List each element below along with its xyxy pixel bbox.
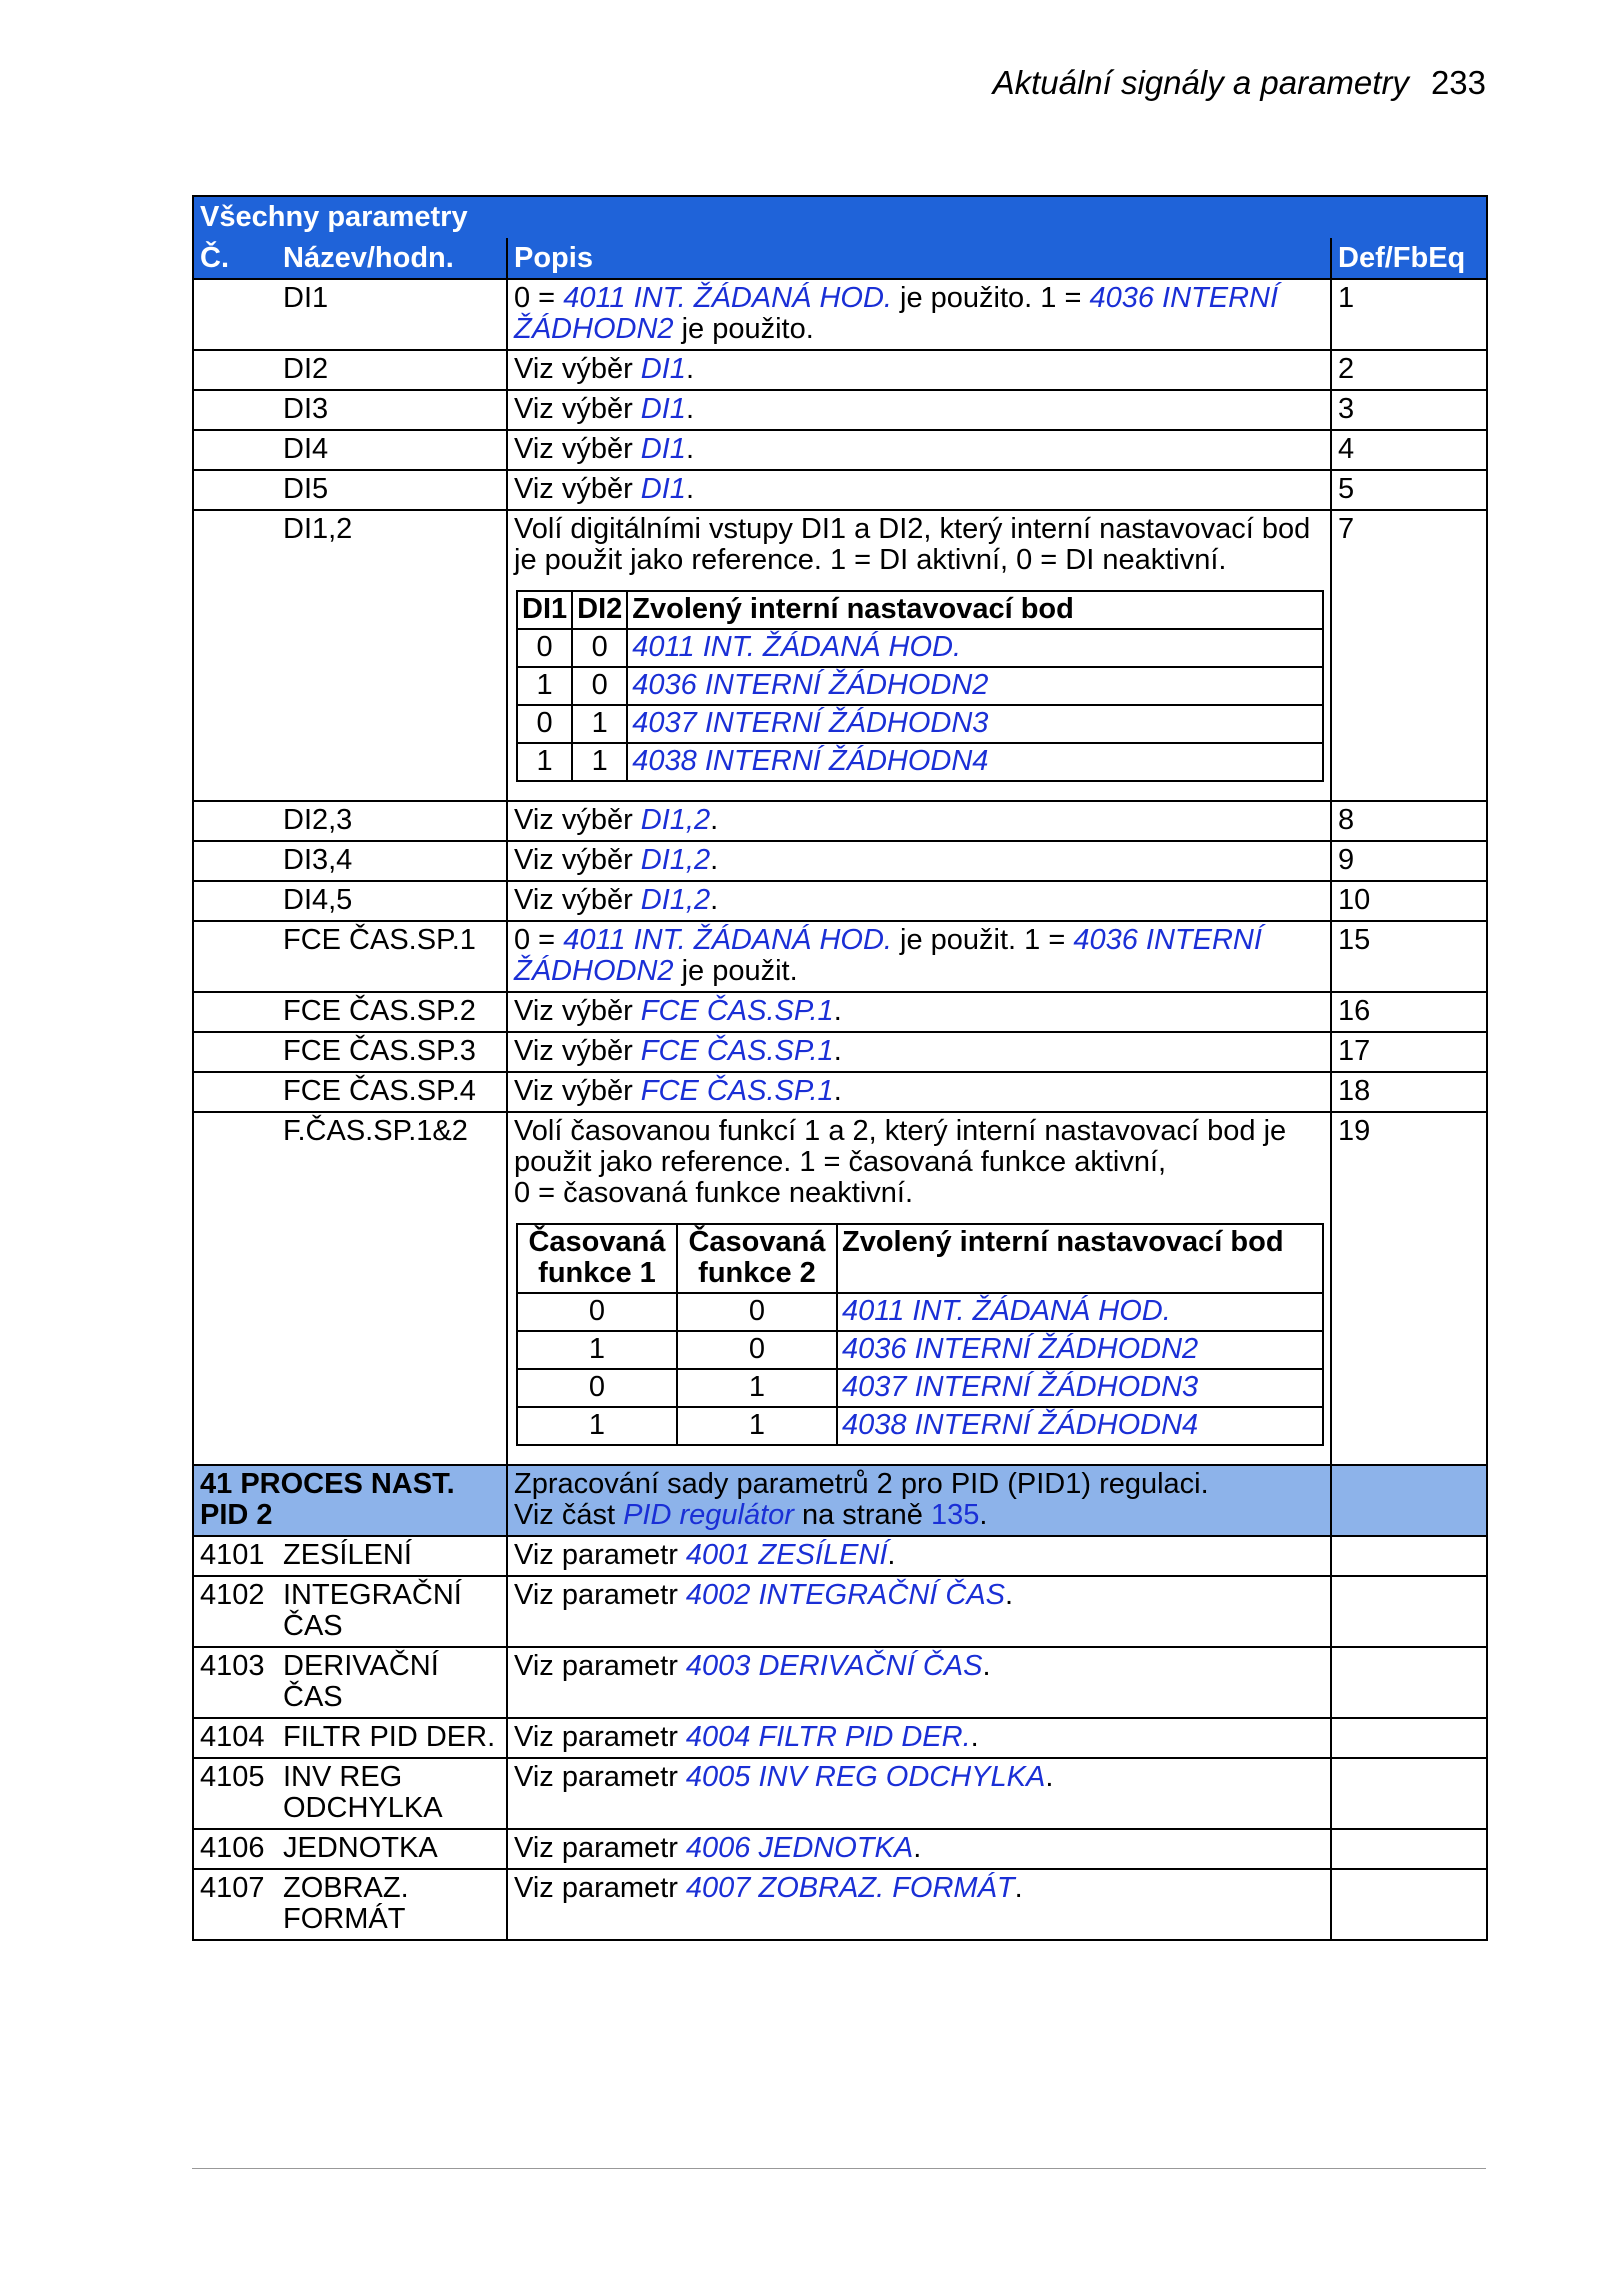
param-desc: Viz parametr 4004 FILTR PID DER.. — [507, 1718, 1331, 1758]
table-row — [193, 992, 1487, 1032]
param-link[interactable]: FCE ČAS.SP.1 — [640, 1075, 834, 1107]
param-link[interactable]: 4001 ZESÍLENÍ — [685, 1539, 888, 1571]
subtable-row: 0 1 4037 INTERNÍ ŽÁDHODN3 — [517, 1369, 1323, 1407]
table-row — [193, 350, 1487, 390]
subtable-header: DI1 — [517, 591, 572, 629]
running-header — [993, 64, 1486, 102]
param-link[interactable]: 4011 INT. ŽÁDANÁ HOD. — [563, 924, 892, 956]
row-def: 16 — [1331, 992, 1487, 1032]
row-name: DI1,2 — [277, 510, 507, 801]
param-no: 4107 — [193, 1869, 277, 1940]
row-desc: 0 = 4011 INT. ŽÁDANÁ HOD. je použit. 1 = 4036 INTERNÍ ŽÁDHODN2 je použit. — [507, 921, 1331, 992]
row-desc-text: Volí časovanou funkcí 1 a 2, který interní nastavovací bod je použit jako reference. 1 = časovaná funkce aktivní, — [514, 1115, 1287, 1178]
row-def: 17 — [1331, 1032, 1487, 1072]
footer-divider — [192, 2168, 1486, 2169]
subtable-header: Časovaná funkce 2 — [677, 1224, 837, 1293]
param-no: 4106 — [193, 1829, 277, 1869]
setpoint-subtable — [516, 590, 1324, 782]
param-name: ZOBRAZ. FORMÁT — [277, 1869, 507, 1940]
table-row — [193, 279, 1487, 350]
col-header-no: Č. — [193, 239, 277, 280]
row-name: FCE ČAS.SP.1 — [277, 921, 507, 992]
row-desc: Viz výběr FCE ČAS.SP.1. — [507, 1032, 1331, 1072]
table-row — [193, 510, 1487, 801]
param-link[interactable]: 4011 INT. ŽÁDANÁ HOD. — [563, 282, 892, 314]
param-name: FILTR PID DER. — [277, 1718, 507, 1758]
row-name: FCE ČAS.SP.3 — [277, 1032, 507, 1072]
param-name: INTEGRAČNÍ ČAS — [277, 1576, 507, 1647]
param-link[interactable]: 4037 INTERNÍ ŽÁDHODN3 — [837, 1369, 1323, 1407]
row-name: DI3,4 — [277, 841, 507, 881]
subtable-row: 0 0 4011 INT. ŽÁDANÁ HOD. — [517, 1293, 1323, 1331]
param-link[interactable]: 4004 FILTR PID DER. — [685, 1721, 971, 1753]
table-title: Všechny parametry — [193, 196, 1487, 239]
row-name: DI4,5 — [277, 881, 507, 921]
setpoint-subtable — [516, 1223, 1324, 1446]
group-header-row — [193, 1465, 1487, 1536]
param-no: 4103 — [193, 1647, 277, 1718]
table-row — [193, 1869, 1487, 1940]
subtable-row: 0 0 4011 INT. ŽÁDANÁ HOD. — [517, 629, 1323, 667]
param-name: DERIVAČNÍ ČAS — [277, 1647, 507, 1718]
group-def — [1331, 1465, 1487, 1536]
subtable-row: 1 0 4036 INTERNÍ ŽÁDHODN2 — [517, 667, 1323, 705]
table-row — [193, 1718, 1487, 1758]
row-desc: Viz výběr FCE ČAS.SP.1. — [507, 992, 1331, 1032]
row-name: DI5 — [277, 470, 507, 510]
row-def: 9 — [1331, 841, 1487, 881]
row-name: DI2 — [277, 350, 507, 390]
param-link[interactable]: 4006 JEDNOTKA — [685, 1832, 914, 1864]
param-desc: Viz parametr 4003 DERIVAČNÍ ČAS. — [507, 1647, 1331, 1718]
row-name: DI2,3 — [277, 801, 507, 841]
table-row — [193, 1576, 1487, 1647]
param-desc: Viz parametr 4007 ZOBRAZ. FORMÁT. — [507, 1869, 1331, 1940]
table-row — [193, 881, 1487, 921]
param-link[interactable]: DI1 — [640, 353, 686, 385]
subtable-row: 1 0 4036 INTERNÍ ŽÁDHODN2 — [517, 1331, 1323, 1369]
row-def: 15 — [1331, 921, 1487, 992]
param-link[interactable]: DI1,2 — [640, 804, 711, 836]
param-desc: Viz parametr 4005 INV REG ODCHYLKA. — [507, 1758, 1331, 1829]
param-desc: Viz parametr 4006 JEDNOTKA. — [507, 1829, 1331, 1869]
table-row — [193, 1112, 1487, 1465]
page-number: 233 — [1430, 64, 1486, 101]
param-link[interactable]: 4005 INV REG ODCHYLKA — [685, 1761, 1046, 1793]
col-header-def: Def/FbEq — [1331, 239, 1487, 280]
subtable-header: Zvolený interní nastavovací bod — [837, 1224, 1323, 1293]
row-def: 2 — [1331, 350, 1487, 390]
row-def: 19 — [1331, 1112, 1487, 1465]
table-row — [193, 1758, 1487, 1829]
table-row — [193, 1647, 1487, 1718]
table-row — [193, 1072, 1487, 1112]
row-desc: Viz výběr DI1,2. — [507, 841, 1331, 881]
row-def: 5 — [1331, 470, 1487, 510]
subtable-header: Zvolený interní nastavovací bod — [627, 591, 1323, 629]
param-link[interactable]: 4036 INTERNÍ ŽÁDHODN2 — [514, 924, 1262, 987]
table-row — [193, 801, 1487, 841]
param-no: 4101 — [193, 1536, 277, 1576]
group-title: 41 PROCES NAST. PID 2 — [193, 1465, 507, 1536]
table-row — [193, 841, 1487, 881]
param-link[interactable]: 4007 ZOBRAZ. FORMÁT — [685, 1872, 1015, 1904]
param-link[interactable]: 4036 INTERNÍ ŽÁDHODN2 — [514, 282, 1279, 345]
param-link[interactable]: DI1 — [640, 433, 686, 465]
table-row — [193, 921, 1487, 992]
subtable-header: DI2 — [572, 591, 627, 629]
subtable-header: Časovaná funkce 1 — [517, 1224, 677, 1293]
page-link[interactable]: 135 — [930, 1499, 980, 1531]
param-link[interactable]: DI1,2 — [640, 884, 711, 916]
row-def: 7 — [1331, 510, 1487, 801]
row-name: F.ČAS.SP.1&2 — [277, 1112, 507, 1465]
param-link[interactable]: 4036 INTERNÍ ŽÁDHODN2 — [627, 667, 1323, 705]
row-desc: Viz výběr FCE ČAS.SP.1. — [507, 1072, 1331, 1112]
parameters-table — [192, 195, 1488, 1941]
col-header-desc: Popis — [507, 239, 1331, 280]
param-link[interactable]: 4011 INT. ŽÁDANÁ HOD. — [837, 1293, 1323, 1331]
table-header-row — [193, 239, 1487, 280]
param-link[interactable]: 4003 DERIVAČNÍ ČAS — [685, 1650, 983, 1682]
row-name: FCE ČAS.SP.4 — [277, 1072, 507, 1112]
row-def: 3 — [1331, 390, 1487, 430]
row-def: 4 — [1331, 430, 1487, 470]
table-row — [193, 1032, 1487, 1072]
row-desc: Viz výběr DI1. — [507, 470, 1331, 510]
table-row — [193, 1536, 1487, 1576]
param-name: INV REG ODCHYLKA — [277, 1758, 507, 1829]
row-desc: 0 = 4011 INT. ŽÁDANÁ HOD. je použito. 1 = 4036 INTERNÍ ŽÁDHODN2 je použito. — [507, 279, 1331, 350]
param-link[interactable]: 4037 INTERNÍ ŽÁDHODN3 — [627, 705, 1323, 743]
section-title: Aktuální signály a parametry — [992, 64, 1409, 101]
row-def: 18 — [1331, 1072, 1487, 1112]
param-name: ZESÍLENÍ — [277, 1536, 507, 1576]
param-link[interactable]: DI1,2 — [640, 844, 711, 876]
row-desc: Viz výběr DI1. — [507, 350, 1331, 390]
row-desc — [507, 510, 1331, 801]
param-link[interactable]: FCE ČAS.SP.1 — [640, 1035, 834, 1067]
param-link[interactable]: 4036 INTERNÍ ŽÁDHODN2 — [837, 1331, 1323, 1369]
row-no — [193, 279, 277, 350]
param-name: JEDNOTKA — [277, 1829, 507, 1869]
param-link[interactable]: 4002 INTEGRAČNÍ ČAS — [685, 1579, 1006, 1611]
param-link[interactable]: 4038 INTERNÍ ŽÁDHODN4 — [627, 743, 1323, 781]
row-name: DI1 — [277, 279, 507, 350]
row-name: DI4 — [277, 430, 507, 470]
section-link[interactable]: PID regulátor — [623, 1499, 794, 1531]
col-header-name: Název/hodn. — [277, 239, 507, 280]
row-desc: Viz výběr DI1,2. — [507, 881, 1331, 921]
table-title-row — [193, 196, 1487, 239]
param-link[interactable]: DI1 — [640, 393, 686, 425]
param-desc: Viz parametr 4002 INTEGRAČNÍ ČAS. — [507, 1576, 1331, 1647]
row-desc-text: 0 = časovaná funkce neaktivní. — [514, 1177, 914, 1209]
subtable-row: 0 1 4037 INTERNÍ ŽÁDHODN3 — [517, 705, 1323, 743]
row-name: DI3 — [277, 390, 507, 430]
param-no: 4105 — [193, 1758, 277, 1829]
row-desc: Viz výběr DI1. — [507, 390, 1331, 430]
row-def: 10 — [1331, 881, 1487, 921]
row-def: 1 — [1331, 279, 1487, 350]
param-link[interactable]: 4038 INTERNÍ ŽÁDHODN4 — [837, 1407, 1323, 1445]
param-no: 4102 — [193, 1576, 277, 1647]
table-row — [193, 390, 1487, 430]
param-link[interactable]: FCE ČAS.SP.1 — [640, 995, 834, 1027]
row-name: FCE ČAS.SP.2 — [277, 992, 507, 1032]
row-desc — [507, 1112, 1331, 1465]
subtable-row: 1 1 4038 INTERNÍ ŽÁDHODN4 — [517, 1407, 1323, 1445]
table-row — [193, 1829, 1487, 1869]
param-link[interactable]: 4011 INT. ŽÁDANÁ HOD. — [627, 629, 1323, 667]
param-desc: Viz parametr 4001 ZESÍLENÍ. — [507, 1536, 1331, 1576]
param-link[interactable]: DI1 — [640, 473, 686, 505]
row-desc: Viz výběr DI1,2. — [507, 801, 1331, 841]
row-desc-text: Volí digitálními vstupy DI1 a DI2, který interní nastavovací bod je použit jako reference. 1 = DI aktivní, 0 = DI neaktivní. — [514, 513, 1311, 576]
subtable-row: 1 1 4038 INTERNÍ ŽÁDHODN4 — [517, 743, 1323, 781]
row-def: 8 — [1331, 801, 1487, 841]
table-row — [193, 470, 1487, 510]
row-desc: Viz výběr DI1. — [507, 430, 1331, 470]
group-desc: Zpracování sady parametrů 2 pro PID (PID1) regulaci. Viz část PID regulátor na straně 135. — [507, 1465, 1331, 1536]
param-no: 4104 — [193, 1718, 277, 1758]
table-row — [193, 430, 1487, 470]
